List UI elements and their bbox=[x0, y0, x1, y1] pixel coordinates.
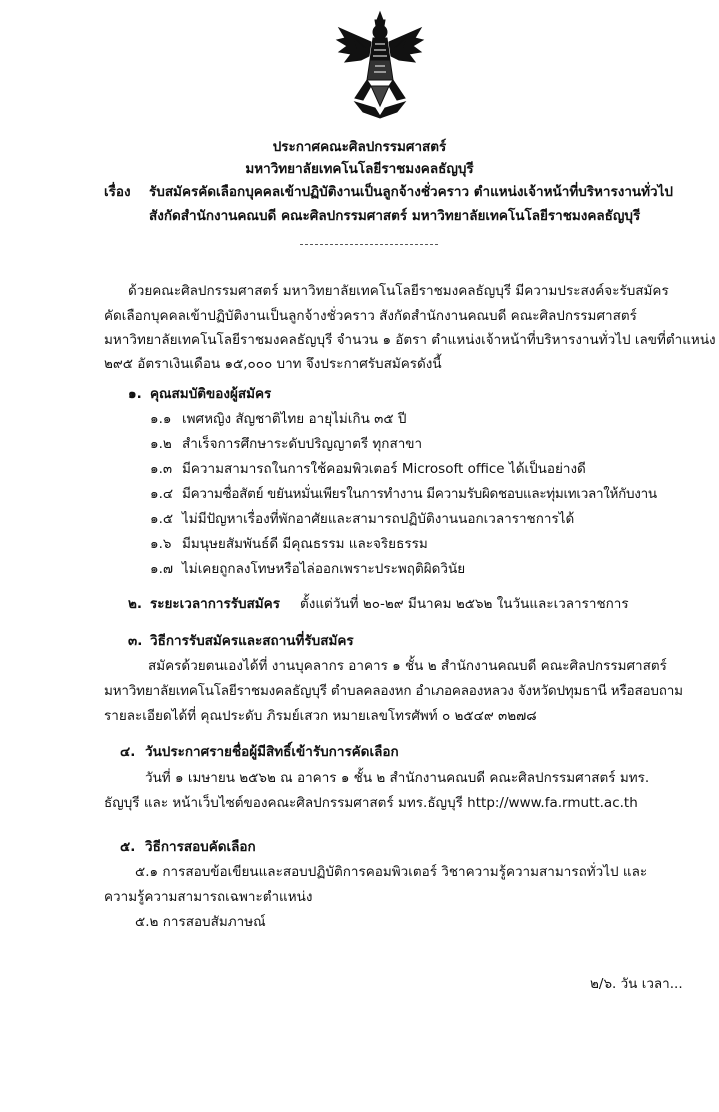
section-3-title: วิธีการรับสมัครและสถานที่รับสมัคร bbox=[150, 633, 354, 649]
section-5-number: ๕. bbox=[120, 839, 136, 855]
intro-line-4: ๒๙๕ อัตราเงินเดือน ๑๕,๐๐๐ บาท จึงประกาศรับสมัครดังนี้ bbox=[104, 356, 442, 372]
announcement-date-line-1: วันที่ ๑ เมษายน ๒๕๖๒ ณ อาคาร ๑ ชั้น ๒ สำนักงานคณบดี คณะศิลปกรรมศาสตร์ มทร. bbox=[145, 770, 650, 786]
exam-method-2: ๕.๒ การสอบสัมภาษณ์ bbox=[135, 914, 266, 930]
section-2-title: ระยะเวลาการรับสมัคร bbox=[150, 596, 280, 612]
announcement-date-line-2: ธัญบุรี และ หน้าเว็บไซต์ของคณะศิลปกรรมศาสตร์ มทร.ธัญบุรี http://www.fa.rmutt.ac.th bbox=[104, 795, 638, 811]
intro-line-3: มหาวิทยาลัยเทคโนโลยีราชมงคลธัญบุรี จำนวน ๑ อัตรา ตำแหน่งเจ้าหน้าที่บริหารงานทั่วไป เลขที่ตำแหน่ง bbox=[104, 332, 716, 348]
qualification-number: ๑.๖ bbox=[150, 536, 172, 552]
qualification-number: ๑.๕ bbox=[150, 511, 174, 527]
section-1-number: ๑. bbox=[128, 386, 142, 402]
section-1-title: คุณสมบัติของผู้สมัคร bbox=[150, 386, 272, 402]
qualification-text: มีความสามารถในการใช้คอมพิวเตอร์ Microsoft office ได้เป็นอย่างดี bbox=[182, 461, 586, 477]
qualification-number: ๑.๗ bbox=[150, 561, 174, 577]
section-4-number: ๔. bbox=[120, 744, 136, 760]
qualification-number: ๑.๒ bbox=[150, 436, 172, 452]
exam-method-1-line-2: ความรู้ความสามารถเฉพาะตำแหน่ง bbox=[104, 889, 313, 905]
garuda-emblem-icon bbox=[335, 8, 425, 120]
qualification-text: ไม่เคยถูกลงโทษหรือไล่ออกเพราะประพฤติผิดวินัย bbox=[182, 561, 466, 577]
qualification-number: ๑.๔ bbox=[150, 486, 174, 502]
subject-label: เรื่อง bbox=[104, 184, 131, 200]
intro-line-1: ด้วยคณะศิลปกรรมศาสตร์ มหาวิทยาลัยเทคโนโลยีราชมงคลธัญบุรี มีความประสงค์จะรับสมัคร bbox=[128, 283, 669, 299]
section-4-title: วันประกาศรายชื่อผู้มีสิทธิ์เข้ารับการคัดเลือก bbox=[145, 744, 399, 760]
application-period: ตั้งแต่วันที่ ๒๐-๒๙ มีนาคม ๒๕๖๒ ในวันและเวลาราชการ bbox=[300, 596, 629, 612]
section-2-number: ๒. bbox=[128, 596, 143, 612]
qualification-text: มีความซื่อสัตย์ ขยันหมั่นเพียรในการทำงาน มีความรับผิดชอบและทุ่มเทเวลาให้กับงาน bbox=[182, 486, 657, 502]
exam-method-1-line-1: ๕.๑ การสอบข้อเขียนและสอบปฏิบัติการคอมพิวเตอร์ วิชาความรู้ความสามารถทั่วไป และ bbox=[135, 864, 648, 880]
header-divider bbox=[300, 244, 438, 245]
continuation-note: ๒/๖. วัน เวลา... bbox=[590, 976, 683, 992]
qualification-text: เพศหญิง สัญชาติไทย อายุไม่เกิน ๓๕ ปี bbox=[182, 411, 407, 427]
qualification-text: มีมนุษยสัมพันธ์ดี มีคุณธรรม และจริยธรรม bbox=[182, 536, 428, 552]
application-place-line-3: รายละเอียดได้ที่ คุณประดับ ภิรมย์เสวก หมายเลขโทรศัพท์ ๐ ๒๕๔๙ ๓๒๗๘ bbox=[104, 708, 537, 724]
application-place-line-1: สมัครด้วยตนเองได้ที่ งานบุคลากร อาคาร ๑ ชั้น ๒ สำนักงานคณบดี คณะศิลปกรรมศาสตร์ bbox=[148, 658, 667, 674]
subject-line-2: สังกัดสำนักงานคณบดี คณะศิลปกรรมศาสตร์ มหาวิทยาลัยเทคโนโลยีราชมงคลธัญบุรี bbox=[149, 208, 641, 224]
university-name: มหาวิทยาลัยเทคโนโลยีราชมงคลธัญบุรี bbox=[245, 161, 474, 177]
announcement-title: ประกาศคณะศิลปกรรมศาสตร์ bbox=[272, 139, 447, 155]
subject-line-1: รับสมัครคัดเลือกบุคคลเข้าปฏิบัติงานเป็นลูกจ้างชั่วคราว ตำแหน่งเจ้าหน้าที่บริหารงานทั่วไป bbox=[149, 184, 674, 200]
qualification-number: ๑.๑ bbox=[150, 411, 172, 427]
section-5-title: วิธีการสอบคัดเลือก bbox=[145, 839, 256, 855]
application-place-line-2: มหาวิทยาลัยเทคโนโลยีราชมงคลธัญบุรี ตำบลคลองหก อำเภอคลองหลวง จังหวัดปทุมธานี หรือสอบถาม bbox=[104, 683, 683, 699]
qualification-text: ไม่มีปัญหาเรื่องที่พักอาศัยและสามารถปฏิบัติงานนอกเวลาราชการได้ bbox=[182, 511, 575, 527]
qualification-number: ๑.๓ bbox=[150, 461, 173, 477]
intro-line-2: คัดเลือกบุคคลเข้าปฏิบัติงานเป็นลูกจ้างชั่วคราว สังกัดสำนักงานคณบดี คณะศิลปกรรมศาสตร์ bbox=[104, 308, 637, 324]
qualification-text: สำเร็จการศึกษาระดับปริญญาตรี ทุกสาขา bbox=[182, 436, 423, 452]
section-3-number: ๓. bbox=[128, 633, 143, 649]
